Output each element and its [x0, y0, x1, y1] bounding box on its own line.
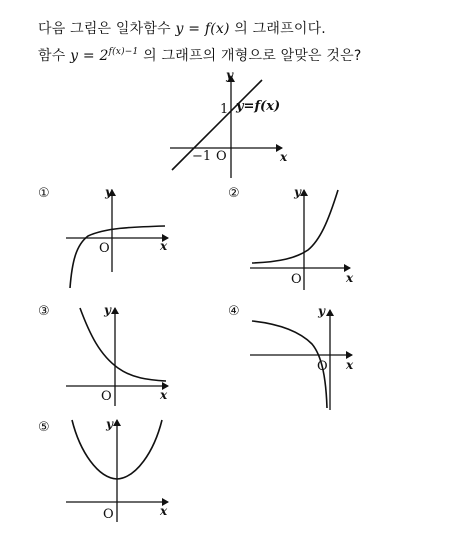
choice-2-y-label: y	[294, 185, 301, 199]
choice-2-origin: O	[291, 272, 302, 287]
choice-5-y-label: y	[106, 417, 113, 431]
choice-1-graph	[66, 190, 168, 288]
choice-3-curve	[80, 308, 166, 381]
choice-3-y-label: y	[104, 303, 111, 317]
choice-2-curve	[252, 190, 338, 263]
choice-4-marker: ④	[228, 304, 240, 319]
choice-5-x-label: x	[160, 504, 168, 518]
choice-3-marker: ③	[38, 304, 50, 319]
choice-1-curve	[70, 226, 165, 288]
choice-5-graph	[66, 420, 168, 522]
function-equation: y = f(x)	[175, 21, 230, 37]
question-line-1-tail: 의 그래프이다.	[234, 21, 326, 37]
exponential-equation-base: y = 2	[70, 48, 109, 64]
question-line-2-head: 함수	[38, 48, 66, 64]
exponential-equation-exponent: f(x)−1	[108, 47, 139, 57]
choice-4-x-label: x	[346, 358, 354, 372]
choice-4-curve	[252, 321, 327, 408]
choice-5-marker: ⑤	[38, 420, 50, 435]
main-x-intercept: −1	[192, 149, 212, 164]
choice-2-x-label: x	[346, 271, 354, 285]
choice-3-x-label: x	[160, 388, 168, 402]
choice-4-graph	[250, 310, 352, 410]
choice-1-origin: O	[99, 241, 110, 256]
main-origin: O	[216, 149, 227, 164]
main-y-intercept: 1	[220, 102, 229, 117]
choice-3-origin: O	[101, 389, 112, 404]
choice-4-y-label: y	[318, 304, 325, 318]
choice-2-marker: ②	[228, 186, 240, 201]
question-line-1-text: 다음 그림은 일차함수	[38, 21, 171, 37]
choice-4-origin: O	[317, 359, 328, 374]
main-y-label: y	[226, 68, 233, 82]
main-curve-label: y=f(x)	[236, 99, 281, 114]
choice-5-origin: O	[103, 507, 114, 522]
choice-3-graph	[66, 308, 168, 406]
main-x-label: x	[280, 150, 288, 164]
choice-1-x-label: x	[160, 239, 168, 253]
choice-1-marker: ①	[38, 186, 50, 201]
question-line-2-tail: 의 그래프의 개형으로 알맞은 것은?	[143, 48, 362, 64]
choice-1-y-label: y	[105, 185, 112, 199]
